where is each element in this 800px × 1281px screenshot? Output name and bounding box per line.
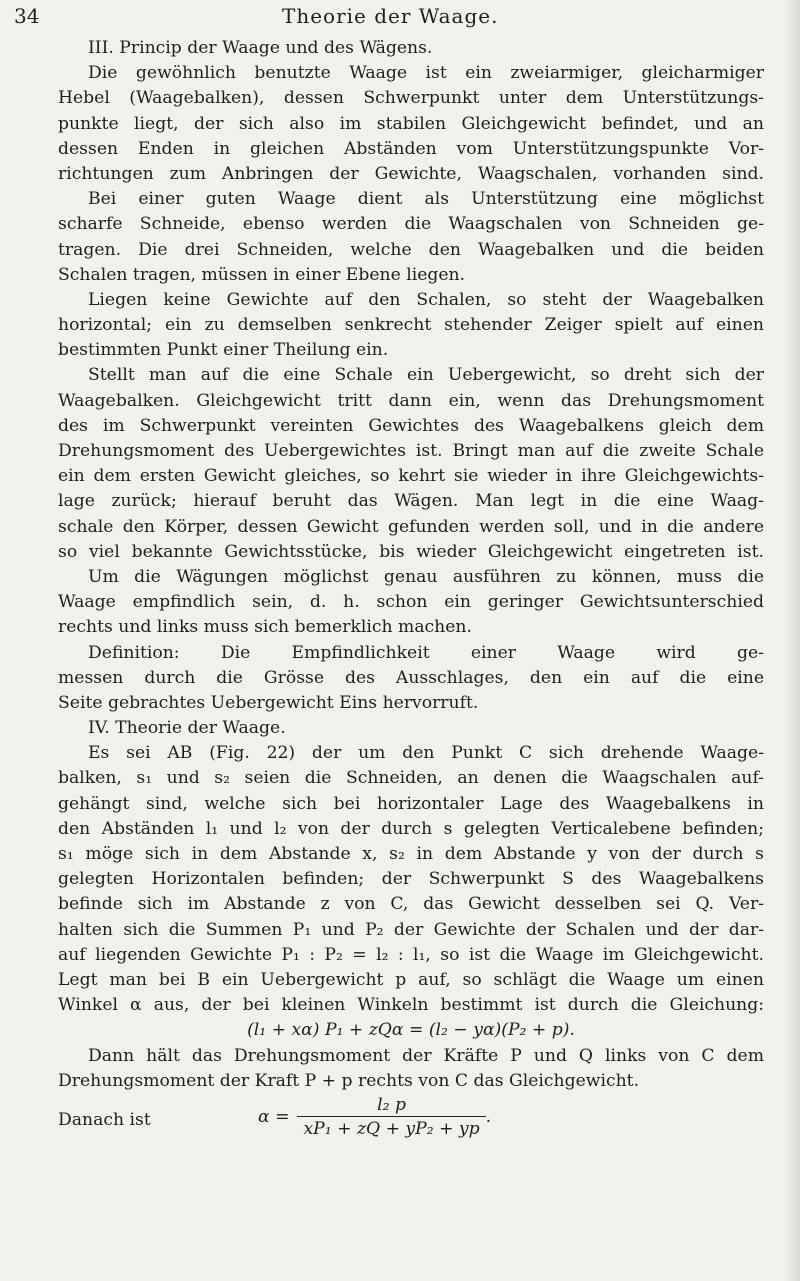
text-line: dessen Enden in gleichen Abständen vom Unterstützungspunkte Vor- bbox=[58, 138, 764, 159]
page-body bbox=[58, 36, 764, 1146]
formula-lhs: α = bbox=[258, 1106, 290, 1127]
text-line: so viel bekannte Gewichtsstücke, bis wieder Gleichgewicht eingetreten ist. bbox=[58, 541, 764, 562]
text-lines bbox=[58, 36, 764, 1094]
text-line: des im Schwerpunkt vereinten Gewichtes des Waagebalkens gleich dem bbox=[58, 415, 764, 436]
fraction-denominator: xP₁ + zQ + yP₂ + yp bbox=[297, 1116, 485, 1141]
text-line: halten sich die Summen P₁ und P₂ der Gewichte der Schalen und der dar- bbox=[58, 919, 764, 940]
text-line: Drehungsmoment der Kraft P + p rechts von C das Gleichgewicht. bbox=[58, 1070, 640, 1091]
text-line: Bei einer guten Waage dient als Unterstützung eine möglichst bbox=[88, 189, 764, 210]
text-line: balken, s₁ und s₂ seien die Schneiden, an denen die Waagschalen auf- bbox=[58, 768, 764, 789]
text-line: Definition: Die Empfindlichkeit einer Waage wird ge- bbox=[88, 642, 764, 663]
text-line: Die gewöhnlich benutzte Waage ist ein zweiarmiger, gleicharmiger bbox=[88, 63, 764, 84]
text-line: den Abständen l₁ und l₂ von der durch s gelegten Verticalebene befinden; bbox=[58, 818, 764, 839]
text-line: befinde sich im Abstande z von C, das Gewicht desselben sei Q. Ver- bbox=[58, 894, 764, 915]
text-line: Um die Wägungen möglichst genau ausführen zu können, muss die bbox=[88, 566, 764, 587]
fraction-formula bbox=[258, 1094, 491, 1141]
text-line: Waagebalken. Gleichgewicht tritt dann ein, wenn das Drehungsmoment bbox=[58, 390, 764, 411]
text-line: Es sei AB (Fig. 22) der um den Punkt C sich drehende Waage- bbox=[88, 743, 764, 764]
final-formula bbox=[58, 1094, 764, 1146]
text-line: Liegen keine Gewichte auf den Schalen, so steht der Waagebalken bbox=[88, 289, 764, 310]
text-line: ein dem ersten Gewicht gleiches, so kehrt sie wieder in ihre Gleichgewichts- bbox=[58, 466, 764, 487]
formula-label: Danach ist bbox=[58, 1109, 151, 1130]
text-line: messen durch die Grösse des Ausschlages, den ein auf die eine bbox=[58, 667, 764, 688]
text-line: Waage empfindlich sein, d. h. schon ein geringer Gewichtsunterschied bbox=[58, 592, 764, 613]
text-line: Seite gebrachtes Uebergewicht Eins hervorruft. bbox=[58, 692, 479, 713]
page-number: 34 bbox=[14, 4, 40, 28]
text-line: rechts und links muss sich bemerklich machen. bbox=[58, 617, 472, 638]
equation-line: (l₁ + xα) P₁ + zQα = (l₂ − yα)(P₂ + p). bbox=[247, 1020, 575, 1041]
text-line: Winkel α aus, der bei kleinen Winkeln bestimmt ist durch die Gleichung: bbox=[58, 995, 764, 1016]
section-heading: III. Princip der Waage und des Wägens. bbox=[88, 38, 433, 58]
formula-trailing: . bbox=[485, 1106, 492, 1127]
text-line: Drehungsmoment des Uebergewichtes ist. Bringt man auf die zweite Schale bbox=[58, 441, 764, 461]
running-title: Theorie der Waage. bbox=[282, 4, 499, 28]
text-line: Schalen tragen, müssen in einer Ebene liegen. bbox=[58, 264, 466, 285]
text-line: auf liegenden Gewichte P₁ : P₂ = l₂ : l₁, so ist die Waage im Gleichgewicht. bbox=[58, 944, 764, 965]
text-line: schale den Körper, dessen Gewicht gefunden werden soll, und in die andere bbox=[58, 516, 764, 537]
section-heading: IV. Theorie der Waage. bbox=[88, 718, 286, 739]
text-line: Dann hält das Drehungsmoment der Kräfte P und Q links von C dem bbox=[88, 1045, 764, 1066]
text-line: tragen. Die drei Schneiden, welche den Waagebalken und die beiden bbox=[58, 239, 764, 260]
page-edge-shadow bbox=[784, 0, 800, 1281]
text-line: bestimmten Punkt einer Theilung ein. bbox=[58, 340, 389, 361]
text-line: Hebel (Waagebalken), dessen Schwerpunkt unter dem Unterstützungs- bbox=[58, 88, 764, 109]
text-line: gelegten Horizontalen befinden; der Schwerpunkt S des Waagebalkens bbox=[58, 869, 764, 890]
text-line: Legt man bei B ein Uebergewicht p auf, so schlägt die Waage um einen bbox=[58, 969, 764, 990]
text-line: horizontal; ein zu demselben senkrecht stehender Zeiger spielt auf einen bbox=[58, 315, 764, 336]
text-line: richtungen zum Anbringen der Gewichte, Waagschalen, vorhanden sind. bbox=[58, 163, 764, 184]
text-line: lage zurück; hierauf beruht das Wägen. Man legt in die eine Waag- bbox=[58, 491, 764, 512]
text-line: scharfe Schneide, ebenso werden die Waagschalen von Schneiden ge- bbox=[58, 214, 764, 235]
text-line: Stellt man auf die eine Schale ein Uebergewicht, so dreht sich der bbox=[88, 365, 764, 386]
text-line: s₁ möge sich in dem Abstande x, s₂ in dem Abstande y von der durch s bbox=[58, 844, 764, 864]
fraction-numerator: l₂ p bbox=[377, 1094, 406, 1115]
page-header bbox=[14, 4, 760, 32]
text-line: punkte liegt, der sich also im stabilen Gleichgewicht befindet, und an bbox=[58, 113, 764, 134]
fraction bbox=[297, 1094, 485, 1141]
text-line: gehängt sind, welche sich bei horizontaler Lage des Waagebalkens in bbox=[58, 793, 764, 814]
